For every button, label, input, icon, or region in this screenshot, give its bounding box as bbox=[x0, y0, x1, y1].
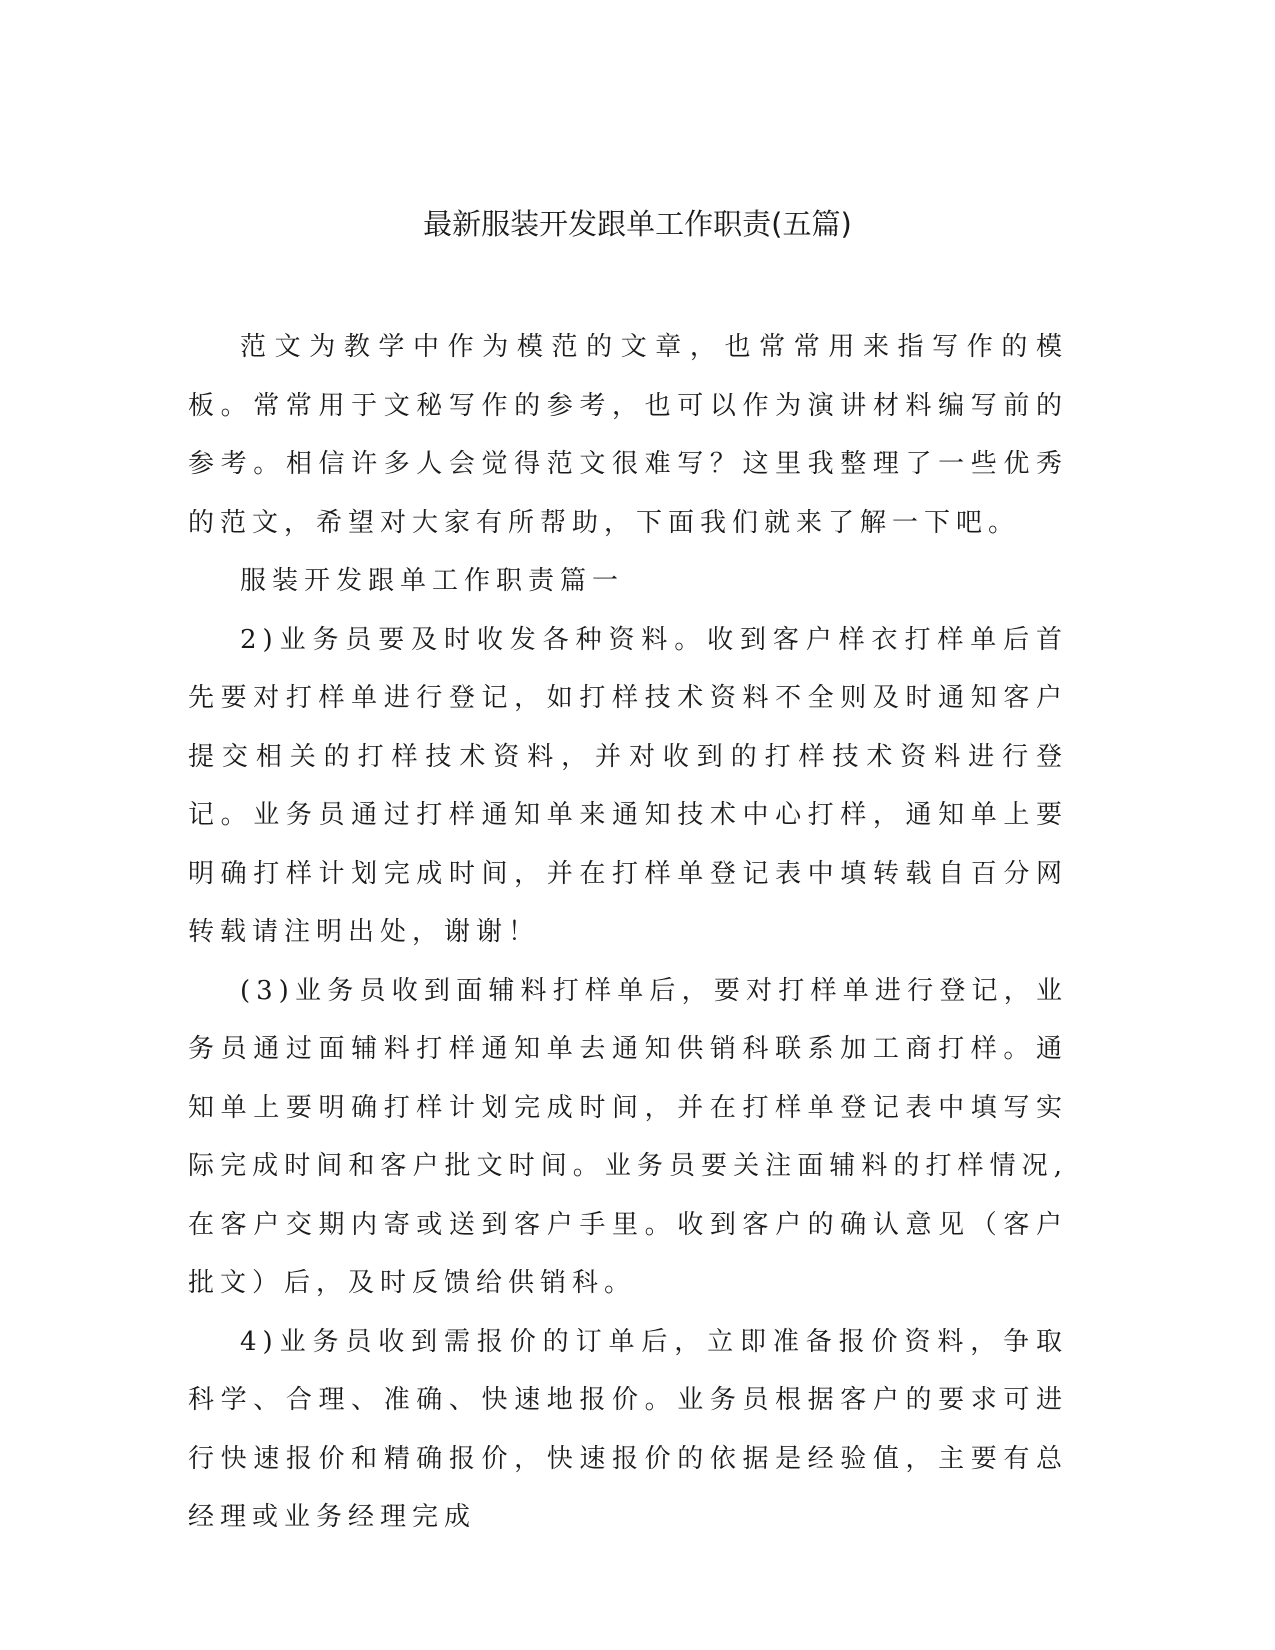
paragraph-item-4: 4)业务员收到需报价的订单后，立即准备报价资料，争取科学、合理、准确、快速地报价。业务员根据客户的要求可进行快速报价和精确报价，快速报价的依据是经验值，主要有总经理或业务经理完成 bbox=[188, 1326, 1068, 1532]
paragraph-item-2: 2)业务员要及时收发各种资料。收到客户样衣打样单后首先要对打样单进行登记，如打样技术资料不全则及时通知客户提交相关的打样技术资料，并对收到的打样技术资料进行登记。业务员通过打样通知单来通知技术中心打样，通知单上要明确打样计划完成时间，并在打样单登记表中填转载自百分网转载请注明出处，谢谢！ bbox=[188, 624, 1068, 947]
paragraph-intro: 范文为教学中作为模范的文章，也常常用来指写作的模板。常常用于文秘写作的参考，也可以作为演讲材料编写前的参考。相信许多人会觉得范文很难写？这里我整理了一些优秀的范文，希望对大家有所帮助，下面我们就来了解一下吧。 bbox=[188, 332, 1068, 538]
document-title: 最新服装开发跟单工作职责(五篇) bbox=[423, 207, 852, 241]
document-body bbox=[188, 318, 1068, 1547]
section-heading: 服装开发跟单工作职责篇一 bbox=[240, 566, 625, 596]
paragraph-item-3: (3)业务员收到面辅料打样单后，要对打样单进行登记，业务员通过面辅料打样通知单去通知供销科联系加工商打样。通知单上要明确打样计划完成时间，并在打样单登记表中填写实际完成时间和客户批文时间。业务员要关注面辅料的打样情况,在客户交期内寄或送到客户手里。收到客户的确认意见（客户批文）后，及时反馈给供销科。 bbox=[188, 975, 1068, 1298]
